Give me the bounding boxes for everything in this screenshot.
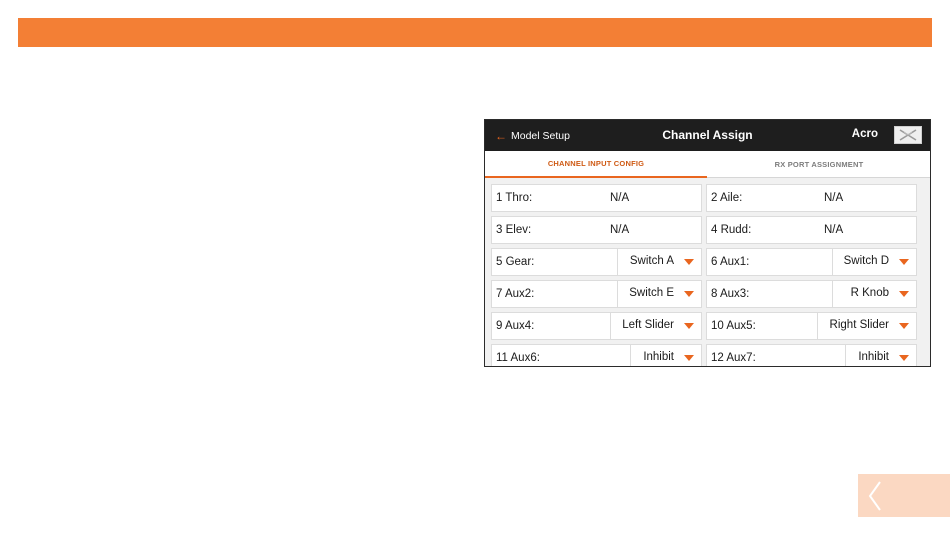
dropdown-value: Switch A bbox=[629, 255, 674, 267]
channel-label: 9 Aux4: bbox=[496, 320, 535, 332]
close-button[interactable] bbox=[894, 126, 922, 144]
channel-label: 8 Aux3: bbox=[711, 288, 750, 300]
channel-cell bbox=[706, 184, 917, 212]
previous-page-button[interactable] bbox=[858, 474, 950, 517]
dropdown-caret-icon bbox=[684, 355, 694, 361]
dropdown-value: Inhibit bbox=[858, 351, 889, 363]
channel-label: 6 Aux1: bbox=[711, 256, 750, 268]
transmitter-screen bbox=[484, 119, 931, 367]
channel-label: 3 Elev: bbox=[496, 224, 532, 236]
channel-cell bbox=[491, 248, 702, 276]
dropdown-caret-icon bbox=[684, 259, 694, 265]
tab-channel-input-config[interactable]: CHANNEL INPUT CONFIG bbox=[485, 151, 707, 178]
channel-label: 4 Rudd: bbox=[711, 224, 752, 236]
channel-cell bbox=[706, 280, 917, 308]
channel-label: 2 Aile: bbox=[711, 192, 743, 204]
header-bar bbox=[18, 18, 932, 47]
source-dropdown[interactable] bbox=[630, 344, 702, 367]
channel-cell bbox=[706, 216, 917, 244]
tab-bar bbox=[485, 151, 930, 178]
dropdown-value: Inhibit bbox=[643, 351, 674, 363]
channel-value: N/A bbox=[610, 224, 630, 236]
dropdown-value: Right Slider bbox=[829, 319, 889, 331]
source-dropdown[interactable] bbox=[832, 248, 917, 276]
channel-cell bbox=[706, 344, 917, 367]
back-arrow-icon: ← bbox=[495, 129, 507, 143]
channel-label: 10 Aux5: bbox=[711, 320, 756, 332]
channel-value: N/A bbox=[824, 224, 844, 236]
dropdown-caret-icon bbox=[899, 355, 909, 361]
channel-label: 5 Gear: bbox=[496, 256, 535, 268]
dropdown-caret-icon bbox=[899, 323, 909, 329]
dropdown-value: R Knob bbox=[850, 287, 889, 299]
channel-cell bbox=[491, 184, 702, 212]
channel-value: N/A bbox=[824, 192, 844, 204]
channel-cell bbox=[491, 344, 702, 367]
dropdown-caret-icon bbox=[684, 323, 694, 329]
dropdown-caret-icon bbox=[684, 291, 694, 297]
channel-label: 11 Aux6: bbox=[496, 352, 540, 364]
source-dropdown[interactable] bbox=[832, 280, 917, 308]
source-dropdown[interactable] bbox=[610, 312, 702, 340]
dropdown-value: Switch D bbox=[843, 255, 889, 267]
x-cross-icon bbox=[895, 127, 921, 143]
dropdown-value: Left Slider bbox=[622, 319, 674, 331]
source-dropdown[interactable] bbox=[817, 312, 917, 340]
channel-cell bbox=[706, 248, 917, 276]
channel-value: N/A bbox=[610, 192, 630, 204]
source-dropdown[interactable] bbox=[617, 280, 702, 308]
channel-cell bbox=[491, 312, 702, 340]
tab-rx-port-assignment[interactable]: RX PORT ASSIGNMENT bbox=[707, 151, 931, 178]
back-label: Model Setup bbox=[511, 130, 570, 142]
channel-cell bbox=[491, 216, 702, 244]
channel-grid bbox=[485, 178, 930, 367]
screen-title: Channel Assign bbox=[662, 128, 753, 142]
dropdown-caret-icon bbox=[899, 259, 909, 265]
model-name: Acro bbox=[851, 128, 878, 140]
chevron-left-icon bbox=[858, 474, 950, 517]
channel-label: 12 Aux7: bbox=[711, 352, 756, 364]
screen-topbar bbox=[485, 120, 930, 151]
channel-cell bbox=[706, 312, 917, 340]
source-dropdown[interactable] bbox=[845, 344, 917, 367]
channel-label: 7 Aux2: bbox=[496, 288, 535, 300]
channel-label: 1 Thro: bbox=[496, 192, 533, 204]
channel-cell bbox=[491, 280, 702, 308]
dropdown-value: Switch E bbox=[629, 287, 674, 299]
dropdown-caret-icon bbox=[899, 291, 909, 297]
source-dropdown[interactable] bbox=[617, 248, 702, 276]
